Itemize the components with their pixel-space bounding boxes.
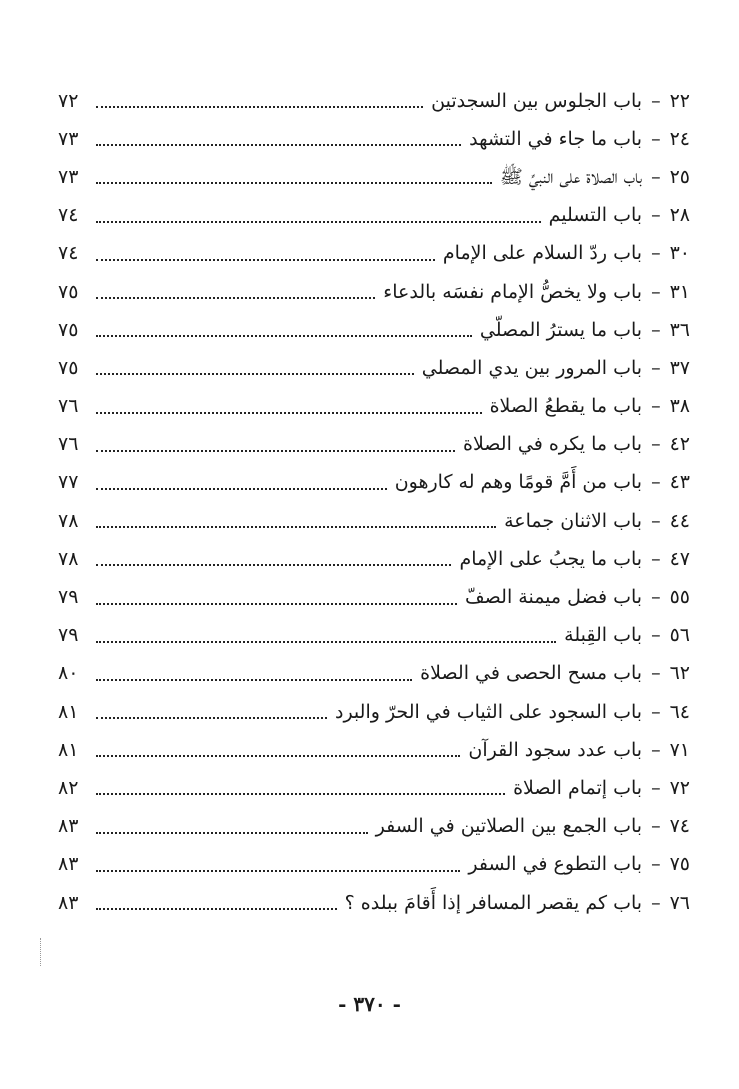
toc-entry-leader (96, 144, 461, 146)
toc-entry-page: ٧٧ (58, 471, 79, 494)
toc-entry-separator: – (651, 204, 661, 227)
toc-entry-separator: – (651, 165, 661, 188)
toc-entry-page: ٧٥ (58, 280, 79, 303)
toc-entry-number: ٧٢ (669, 776, 690, 799)
toc-entry-number: ٤٣ (669, 471, 690, 494)
toc-entry-number: ٥٥ (669, 586, 690, 609)
toc-entry-title: باب التطوع في السفر (468, 853, 643, 876)
toc-entry-title: باب التسليم (548, 204, 643, 227)
toc-entry-leader (96, 717, 327, 719)
toc-entry (58, 235, 690, 273)
toc-entry-leader (96, 832, 368, 834)
toc-entry (58, 82, 690, 120)
toc-entry-title: باب ما يقطعُ الصلاة (489, 395, 643, 418)
toc-entry-number: ٧٤ (669, 815, 690, 838)
toc-entry-number: ٦٤ (669, 700, 690, 723)
toc-entry-page: ٧٣ (58, 165, 79, 188)
toc-entry (58, 311, 690, 349)
toc-entry-separator: – (651, 89, 661, 112)
toc-entry-leader (96, 603, 457, 605)
toc-entry-leader (96, 335, 472, 337)
toc-entry-title: باب ما يسترُ المصلّي (479, 318, 643, 341)
toc-entry-title: باب ولا يخصُّ الإمام نفسَه بالدعاء (383, 280, 643, 303)
toc-entry-number: ٣٧ (669, 356, 690, 379)
toc-entry-title: باب ما يكره في الصلاة (463, 433, 643, 456)
toc-entry (58, 655, 690, 693)
toc-entry-separator: – (651, 395, 661, 418)
toc-entry-leader (96, 221, 541, 223)
toc-entry-number: ٤٧ (669, 547, 690, 570)
toc-entry-page: ٧٩ (58, 586, 79, 609)
toc-entry (58, 731, 690, 769)
toc-entry-title: باب عدد سجود القرآن (468, 738, 643, 761)
toc-entry-leader (96, 679, 412, 681)
toc-entry-page: ٧٢ (58, 89, 79, 112)
toc-entry-page: ٨٠ (58, 662, 79, 685)
toc-entry-separator: – (651, 853, 661, 876)
toc-entry (58, 884, 690, 922)
toc-entry-title: باب فضل ميمنة الصفّ (465, 586, 643, 609)
toc-entry-page: ٨٣ (58, 891, 79, 914)
toc-entry-title: باب السجود على الثياب في الحرّ والبرد (334, 700, 643, 723)
toc-entry-title: باب ما يجبُ على الإمام (459, 547, 643, 570)
toc-entry-title: باب الجمع بين الصلاتين في السفر (375, 815, 643, 838)
toc-entry-page: ٨١ (58, 700, 79, 723)
toc-entry-leader (96, 450, 455, 452)
toc-entry-separator: – (651, 242, 661, 265)
toc-entry-number: ٢٨ (669, 204, 690, 227)
toc-entry-page: ٧٦ (58, 433, 79, 456)
toc-entry-page: ٧٦ (58, 395, 79, 418)
toc-entry-leader (96, 297, 375, 299)
toc-entry-title: باب ما جاء في التشهد (469, 127, 643, 150)
toc-entry-number: ٧٥ (669, 853, 690, 876)
toc-entry-leader (96, 641, 556, 643)
toc-entry-title: باب مسح الحصى في الصلاة (420, 662, 643, 685)
toc-entry (58, 617, 690, 655)
toc-entry-leader (96, 488, 387, 490)
toc-entry-leader (96, 564, 451, 566)
toc-entry-page: ٧٨ (58, 509, 79, 532)
toc-entry-page: ٧٣ (58, 127, 79, 150)
toc-entry-number: ٤٢ (669, 433, 690, 456)
toc-entry-page: ٨٣ (58, 815, 79, 838)
toc-entry-title: باب كم يقصر المسافر إذا أَقامَ ببلده ؟ (344, 891, 643, 914)
table-of-contents (58, 82, 690, 922)
toc-entry-leader (96, 373, 414, 375)
toc-entry-number: ٣٦ (669, 318, 690, 341)
toc-entry (58, 158, 690, 196)
toc-entry-leader (96, 870, 460, 872)
toc-entry (58, 120, 690, 158)
toc-entry-separator: – (651, 280, 661, 303)
toc-entry (58, 693, 690, 731)
toc-entry-title: باب إتمام الصلاة (513, 776, 643, 799)
toc-entry-number: ٧٦ (669, 891, 690, 914)
toc-entry-number: ٣١ (669, 280, 690, 303)
page-number: - ٣٧٠ - (338, 992, 401, 1016)
toc-entry-leader (96, 412, 482, 414)
toc-entry-number: ٢٥ (669, 165, 690, 188)
toc-entry-number: ٢٢ (669, 89, 690, 112)
margin-mark (40, 938, 41, 966)
toc-entry-separator: – (651, 127, 661, 150)
toc-entry-title: باب من أَمَّ قومًا وهم له كارهون (394, 471, 643, 494)
toc-entry (58, 769, 690, 807)
toc-entry (58, 349, 690, 387)
toc-entry (58, 502, 690, 540)
toc-entry-separator: – (651, 738, 661, 761)
toc-entry-number: ٣٨ (669, 395, 690, 418)
toc-entry-title: باب القِبلة (564, 624, 643, 647)
toc-entry-page: ٨٢ (58, 776, 79, 799)
toc-entry-separator: – (651, 624, 661, 647)
toc-entry-title: باب ردّ السلام على الإمام (442, 242, 643, 265)
toc-entry-leader (96, 526, 496, 528)
toc-entry-page: ٧٤ (58, 242, 79, 265)
toc-entry-separator: – (651, 318, 661, 341)
toc-entry-separator: – (651, 471, 661, 494)
toc-entry-separator: – (651, 662, 661, 685)
toc-entry-number: ٢٤ (669, 127, 690, 150)
toc-entry-page: ٨٣ (58, 853, 79, 876)
toc-entry-leader (96, 106, 423, 108)
toc-entry (58, 426, 690, 464)
toc-entry-separator: – (651, 509, 661, 532)
toc-entry (58, 464, 690, 502)
toc-entry-page: ٧٨ (58, 547, 79, 570)
toc-entry-number: ٥٦ (669, 624, 690, 647)
toc-entry-page: ٨١ (58, 738, 79, 761)
toc-entry-title: باب المرور بين يدي المصلي (421, 356, 643, 379)
toc-entry-separator: – (651, 433, 661, 456)
toc-entry (58, 808, 690, 846)
toc-entry (58, 846, 690, 884)
toc-entry-page: ٧٩ (58, 624, 79, 647)
toc-entry-separator: – (651, 776, 661, 799)
toc-entry-separator: – (651, 586, 661, 609)
toc-entry-number: ٣٠ (669, 242, 690, 265)
toc-entry-separator: – (651, 815, 661, 838)
toc-entry-leader (96, 908, 337, 910)
toc-entry-leader (96, 259, 435, 261)
toc-entry-leader (96, 755, 460, 757)
toc-entry-leader (96, 793, 505, 795)
toc-entry-title: باب الجلوس بين السجدتين (431, 89, 643, 112)
toc-entry-leader (96, 182, 492, 184)
toc-entry-title: باب الاثنان جماعة (504, 509, 643, 532)
toc-entry-separator: – (651, 700, 661, 723)
toc-entry (58, 388, 690, 426)
toc-entry-separator: – (651, 356, 661, 379)
toc-entry-separator: – (651, 891, 661, 914)
toc-entry (58, 197, 690, 235)
toc-entry-title: باب الصلاة على النبيِّ ﷺ (499, 165, 643, 188)
toc-entry-number: ٦٢ (669, 662, 690, 685)
toc-entry-page: ٧٤ (58, 204, 79, 227)
toc-entry-separator: – (651, 547, 661, 570)
toc-entry (58, 273, 690, 311)
toc-entry (58, 578, 690, 616)
toc-entry (58, 540, 690, 578)
toc-entry-number: ٧١ (669, 738, 690, 761)
toc-entry-page: ٧٥ (58, 318, 79, 341)
toc-entry-page: ٧٥ (58, 356, 79, 379)
toc-entry-number: ٤٤ (669, 509, 690, 532)
